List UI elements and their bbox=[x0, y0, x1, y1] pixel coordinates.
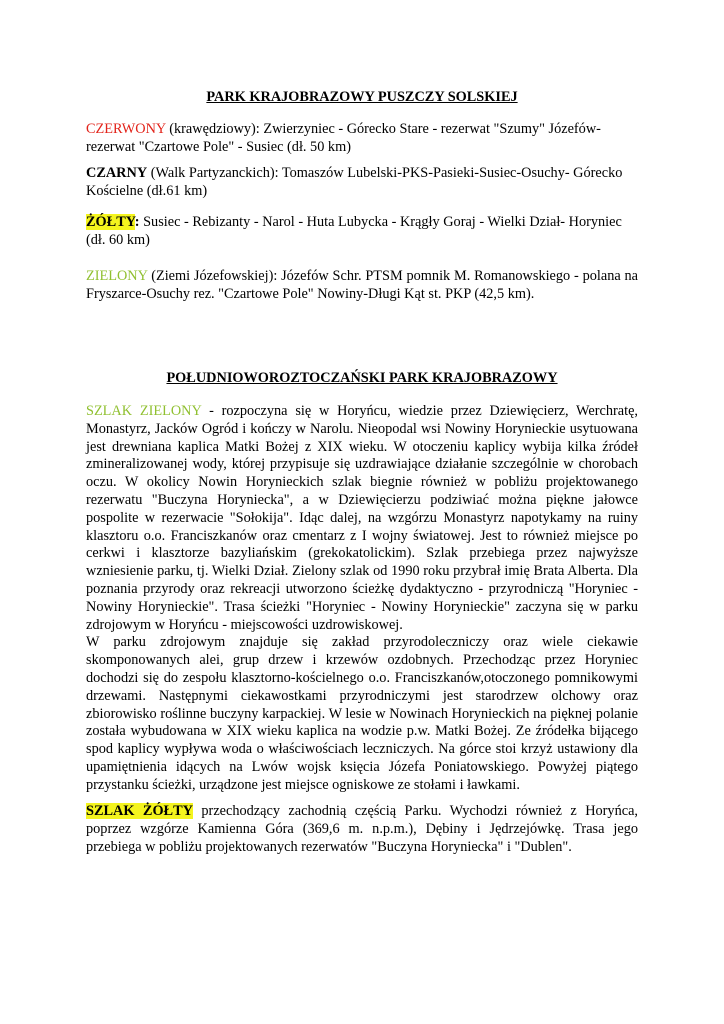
trail-czarny bbox=[86, 165, 638, 201]
trail-zielony bbox=[86, 268, 638, 304]
szlak-zielony-p1 bbox=[86, 403, 638, 634]
trail-label-czerwony: CZERWONY bbox=[86, 121, 166, 137]
szlak-zielony-label: SZLAK ZIELONY bbox=[86, 403, 202, 419]
szlak-zielony-paragraph bbox=[86, 403, 638, 795]
trail-text-czarny: (Walk Partyzanckich): Tomaszów Lubelski-PKS-Pasieki-Susiec-Osuchy- Górecko Kościelne (dł.61 km) bbox=[86, 165, 623, 199]
szlak-zielony-p2: W parku zdrojowym znajduje się zakład przyrodoleczniczy oraz wiele ciekawie skomponowanych alei, grup drzew i krzewów ozdobnych. Przechodząc przez Horyniec dochodzi się do zespołu klasztorno-kościelnego o.o. Franciszkanów,otoczonego pomnikowymi drzewami. Następnymi ciekawostkami przyrodniczymi jest starodrzew olchowy oraz zbiorowisko roślinne buczyny karpackiej. W lesie w Nowinach Horynieckich na pięknej polanie została wybudowana w XIX wieku kaplica na wodzie p.w. Matki Bożej. Ze źródełka bijącego spod kaplicy wypływa woda o właściwościach leczniczych. Na górce stoi krzyż ustawiony dla upamiętnienia idących na Lwów wojsk księcia Józefa Poniatowskiego. Powyżej piątego przystanku ścieżki, urządzone jest miejsce ogniskowe ze stołami i ławkami. bbox=[86, 634, 638, 793]
szlak-zolty-text: przechodzący zachodnią częścią Parku. Wychodzi również z Horyńca, poprzez wzgórze Kamienna Góra (369,6 m. n.p.m.), Dębiny i Jędrzejówkę. Trasa jego przebiega w pobliżu projektowanych rezerwatów "Buczyna Horyniecka" i "Dublen". bbox=[86, 803, 638, 855]
trail-label-zielony: ZIELONY bbox=[86, 268, 148, 284]
trail-label-zolty-colon: : bbox=[134, 214, 140, 230]
section-title-poludniowe-roztocze: POŁUDNIOWOROZTOCZAŃSKI PARK KRAJOBRAZOWY bbox=[166, 370, 558, 386]
szlak-zolty-label: SZLAK ŻÓŁTY bbox=[86, 803, 193, 819]
trail-label-zolty: ŻÓŁTY bbox=[86, 214, 135, 230]
szlak-zolty-paragraph bbox=[86, 803, 638, 856]
section-title-puszcza-solska: PARK KRAJOBRAZOWY PUSZCZY SOLSKIEJ bbox=[206, 89, 518, 105]
szlak-zielony-text: - rozpoczyna się w Horyńcu, wiedzie przez Dziewięcierz, Werchratę, Monastyrz, Jacków Ogród i kończy w Narolu. Nieopodal wsi Nowiny Horynieckie usytuowana jest drewniana kaplica Matki Bożej z XIX wieku. W otoczeniu kaplicy wybija kilka źródeł zmineralizowanej wody, której przypisuje się uzdrawiające działanie szczególnie w chorobach oczu. W okolicy Nowin Horynieckich szlak biegnie również w pobliżu projektowanego rezerwatu "Buczyna Horyniecka", a w Dziewięcierzu podziwiać można piękne jałowce pospolite w rezerwacie "Sołokija". Idąc dalej, na wzgórzu Monastyrz napotykamy na ruiny klasztoru o.o. Franciszkanów oraz cmentarz z I wojny światowej. Jest to również miejsce po cerkwi i klasztorze bazyliańskim (grekokatolickim). Szlak przebiega przez najwyższe wzniesienie parku, tj. Wielki Dział. Zielony szlak od 1990 roku przybrał imię Brata Alberta. Dla poznania przyrody oraz rekreacji utworzono ścieżkę dydaktyczno - przyrodniczą "Horyniec - Nowiny Horynieckie". Trasa ścieżki "Horyniec - Nowiny Horynieckie" zaczyna się w parku zdrojowym w Horyńcu - miejscowości uzdrowiskowej. bbox=[86, 403, 639, 633]
trail-text-zolty: Susiec - Rebizanty - Narol - Huta Lubycka - Krągły Goraj - Wielki Dział- Horyniec (dł. 60 km) bbox=[86, 214, 622, 248]
trail-text-zielony: (Ziemi Józefowskiej): Józefów Schr. PTSM pomnik M. Romanowskiego - polana na Fryszarce-Osuchy rez. "Czartowe Pole" Nowiny-Długi Kąt st. PKP (42,5 km). bbox=[86, 268, 638, 302]
trail-label-czarny: CZARNY bbox=[86, 165, 148, 181]
trail-text-czerwony: (krawędziowy): Zwierzyniec - Górecko Stare - rezerwat "Szumy" Józefów-rezerwat "Czartowe Pole" - Susiec (dł. 50 km) bbox=[86, 121, 601, 155]
trail-czerwony bbox=[86, 121, 638, 157]
trail-zolty bbox=[86, 214, 638, 250]
